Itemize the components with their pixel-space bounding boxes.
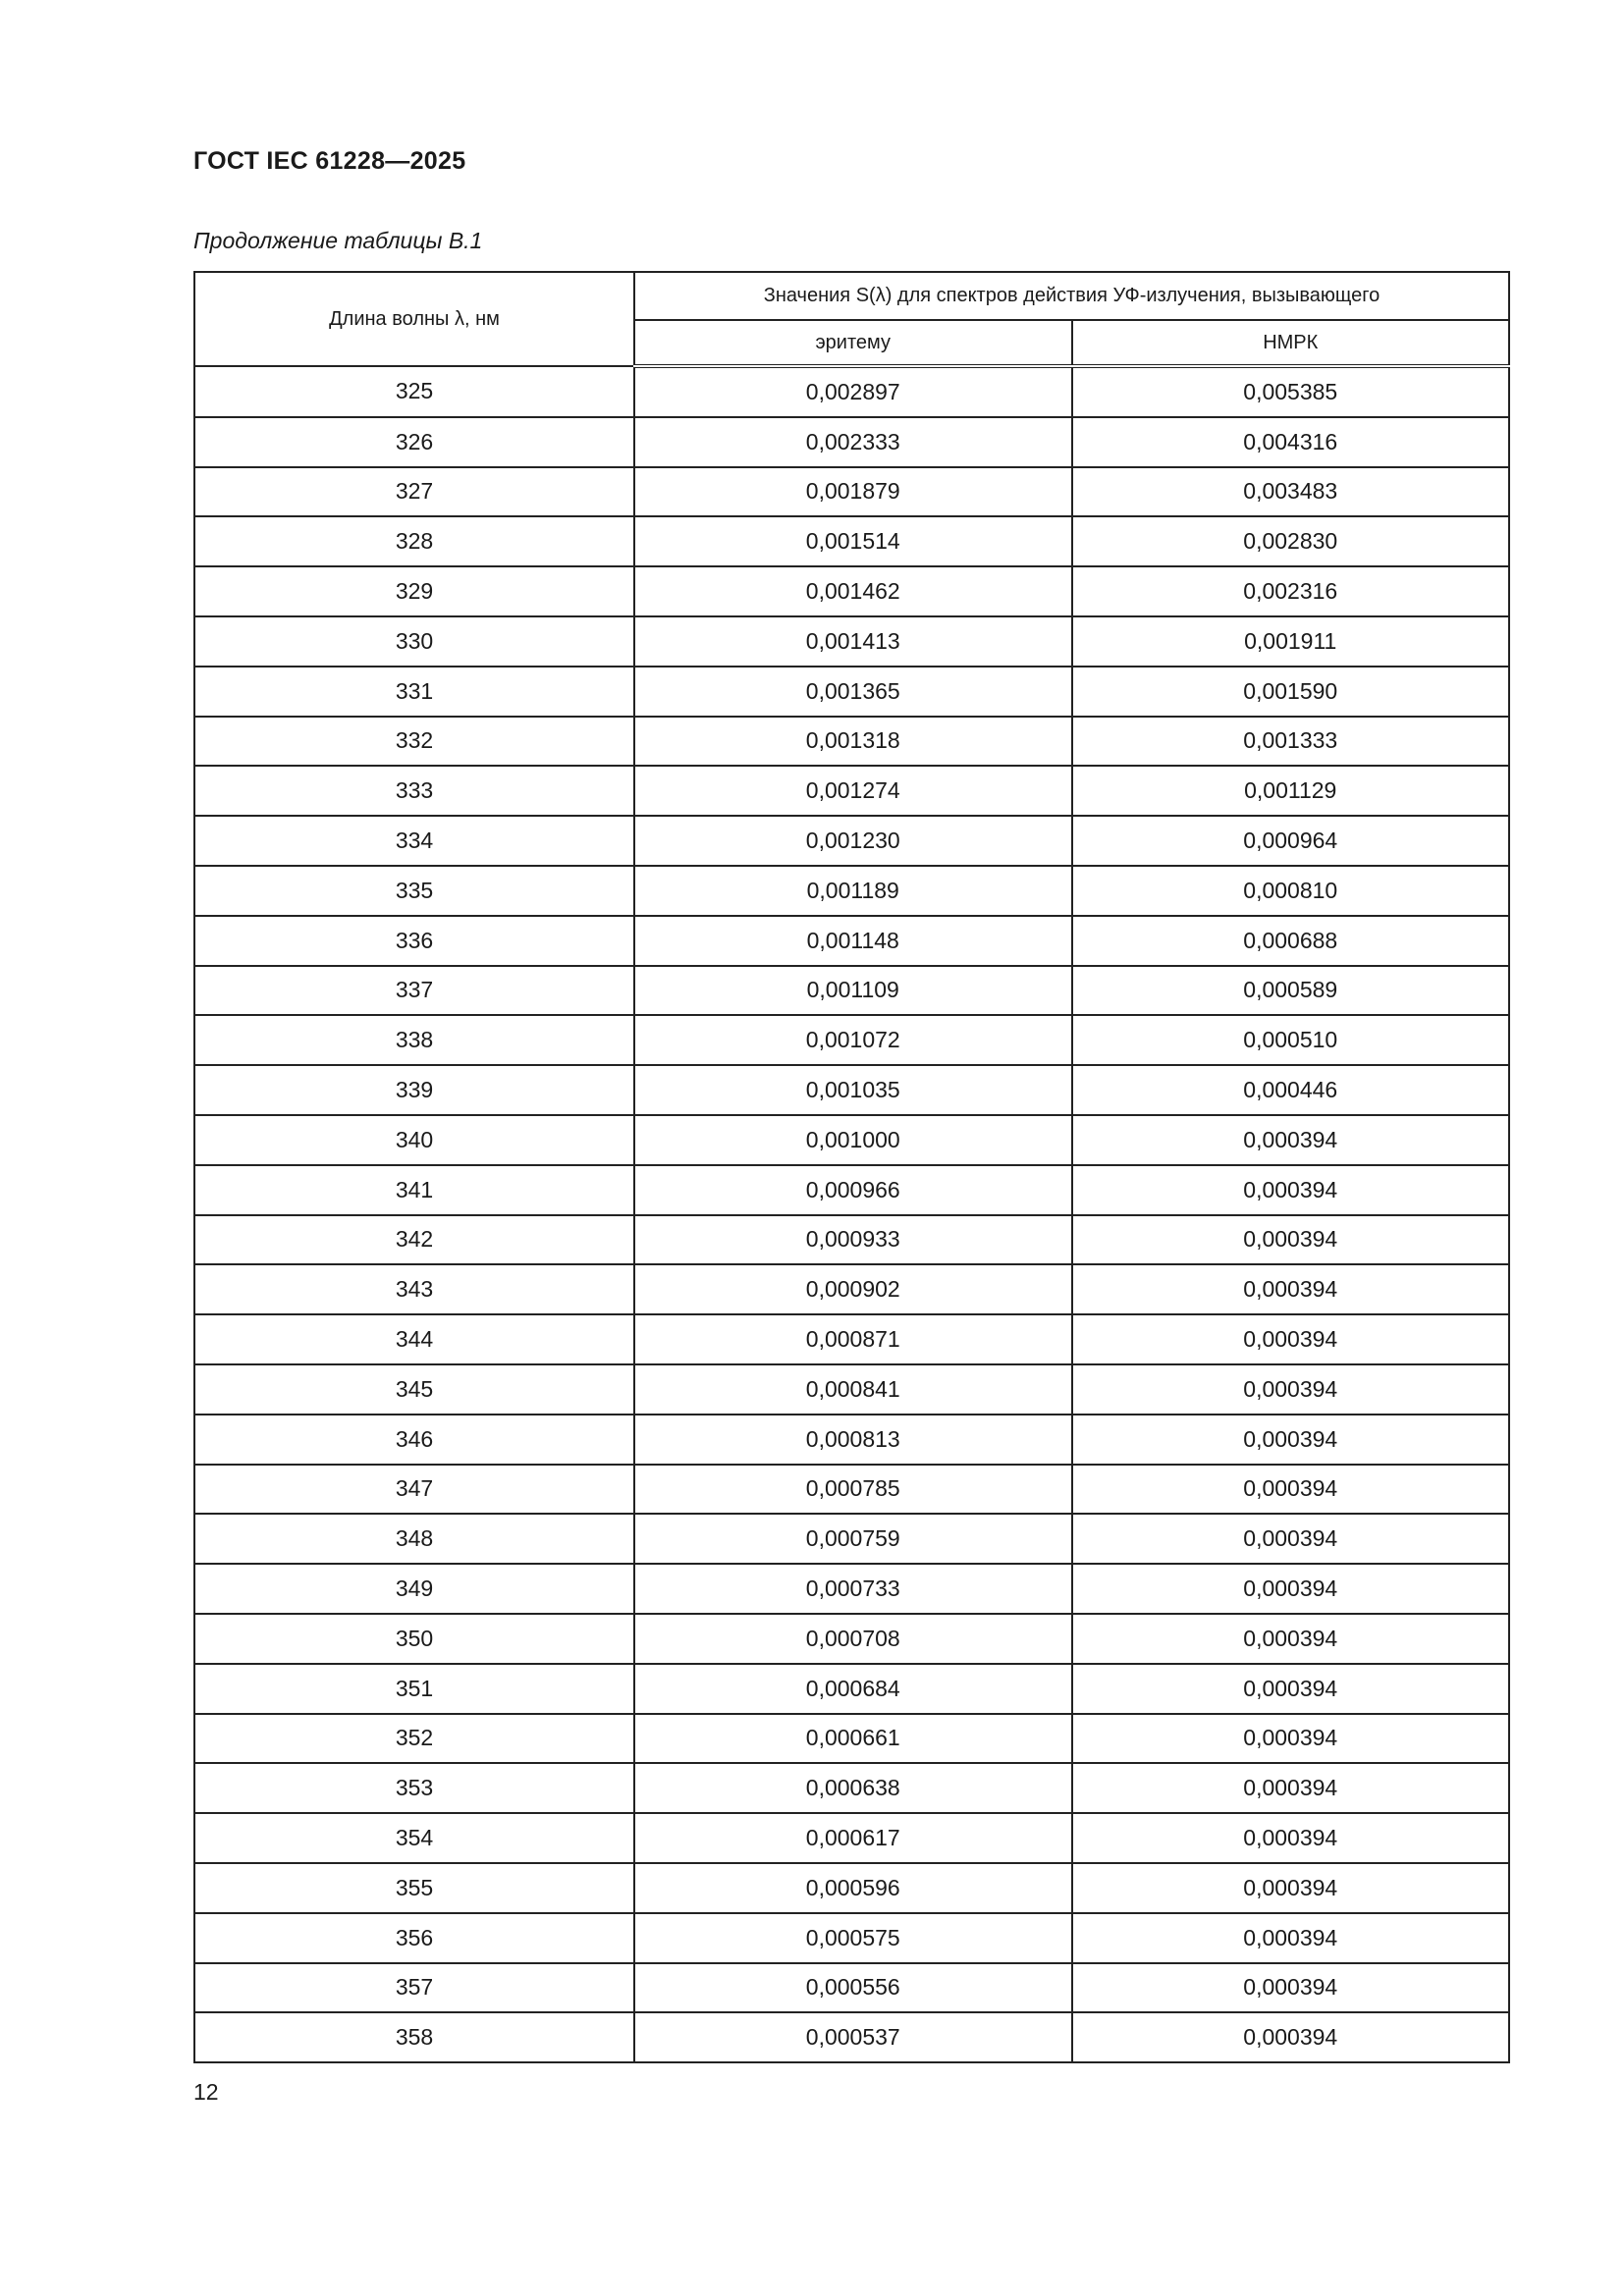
table-row	[194, 1415, 1509, 1465]
cell-nmrk: 0,000394	[1072, 1364, 1510, 1415]
cell-nmrk: 0,000688	[1072, 916, 1510, 966]
cell-wavelength: 349	[194, 1564, 634, 1614]
cell-erythema: 0,000596	[634, 1863, 1072, 1913]
cell-nmrk: 0,000394	[1072, 1165, 1510, 1215]
cell-nmrk: 0,000394	[1072, 1813, 1510, 1863]
cell-erythema: 0,000966	[634, 1165, 1072, 1215]
table-row	[194, 1314, 1509, 1364]
table-row	[194, 516, 1509, 566]
cell-erythema: 0,000617	[634, 1813, 1072, 1863]
cell-wavelength: 350	[194, 1614, 634, 1664]
cell-erythema: 0,001109	[634, 966, 1072, 1016]
column-header-erythema: эритему	[634, 320, 1072, 366]
cell-erythema: 0,001514	[634, 516, 1072, 566]
cell-nmrk: 0,000394	[1072, 1465, 1510, 1515]
cell-erythema: 0,000537	[634, 2012, 1072, 2062]
cell-erythema: 0,001230	[634, 816, 1072, 866]
table-row	[194, 1763, 1509, 1813]
cell-erythema: 0,000556	[634, 1963, 1072, 2013]
cell-nmrk: 0,000394	[1072, 1664, 1510, 1714]
table-row	[194, 966, 1509, 1016]
cell-nmrk: 0,000394	[1072, 1714, 1510, 1764]
cell-nmrk: 0,000510	[1072, 1015, 1510, 1065]
cell-erythema: 0,000684	[634, 1664, 1072, 1714]
cell-nmrk: 0,003483	[1072, 467, 1510, 517]
cell-wavelength: 351	[194, 1664, 634, 1714]
cell-nmrk: 0,000394	[1072, 1614, 1510, 1664]
cell-wavelength: 325	[194, 366, 634, 417]
cell-erythema: 0,001413	[634, 616, 1072, 667]
cell-wavelength: 326	[194, 417, 634, 467]
cell-wavelength: 352	[194, 1714, 634, 1764]
table-row	[194, 667, 1509, 717]
table-row	[194, 1664, 1509, 1714]
table-body	[194, 366, 1509, 2062]
cell-nmrk: 0,000394	[1072, 1863, 1510, 1913]
spectral-values-table	[193, 271, 1510, 2063]
cell-nmrk: 0,001129	[1072, 766, 1510, 816]
cell-wavelength: 342	[194, 1215, 634, 1265]
cell-wavelength: 356	[194, 1913, 634, 1963]
cell-nmrk: 0,000810	[1072, 866, 1510, 916]
cell-erythema: 0,001035	[634, 1065, 1072, 1115]
cell-nmrk: 0,001333	[1072, 717, 1510, 767]
table-row	[194, 1364, 1509, 1415]
cell-wavelength: 339	[194, 1065, 634, 1115]
cell-wavelength: 329	[194, 566, 634, 616]
cell-erythema: 0,000871	[634, 1314, 1072, 1364]
cell-nmrk: 0,005385	[1072, 366, 1510, 417]
table-row	[194, 1165, 1509, 1215]
table-row	[194, 566, 1509, 616]
page-number: 12	[193, 2079, 219, 2105]
cell-erythema: 0,000638	[634, 1763, 1072, 1813]
table-row	[194, 1564, 1509, 1614]
table-row	[194, 766, 1509, 816]
cell-erythema: 0,002897	[634, 366, 1072, 417]
cell-wavelength: 348	[194, 1514, 634, 1564]
cell-wavelength: 336	[194, 916, 634, 966]
cell-erythema: 0,000902	[634, 1264, 1072, 1314]
cell-nmrk: 0,000964	[1072, 816, 1510, 866]
cell-erythema: 0,001365	[634, 667, 1072, 717]
table-row	[194, 1015, 1509, 1065]
table-row	[194, 1115, 1509, 1165]
cell-erythema: 0,000759	[634, 1514, 1072, 1564]
table-row	[194, 1963, 1509, 2013]
cell-wavelength: 346	[194, 1415, 634, 1465]
cell-wavelength: 338	[194, 1015, 634, 1065]
column-header-nmrk: НМРК	[1072, 320, 1510, 366]
cell-nmrk: 0,000394	[1072, 1314, 1510, 1364]
cell-wavelength: 355	[194, 1863, 634, 1913]
table-row	[194, 916, 1509, 966]
document-header: ГОСТ IEC 61228—2025	[193, 147, 466, 175]
cell-nmrk: 0,000394	[1072, 1564, 1510, 1614]
cell-nmrk: 0,000394	[1072, 1215, 1510, 1265]
table-row	[194, 717, 1509, 767]
cell-wavelength: 337	[194, 966, 634, 1016]
cell-nmrk: 0,002316	[1072, 566, 1510, 616]
cell-erythema: 0,001000	[634, 1115, 1072, 1165]
cell-wavelength: 331	[194, 667, 634, 717]
cell-erythema: 0,000661	[634, 1714, 1072, 1764]
cell-erythema: 0,000733	[634, 1564, 1072, 1614]
cell-wavelength: 341	[194, 1165, 634, 1215]
cell-wavelength: 357	[194, 1963, 634, 2013]
cell-wavelength: 334	[194, 816, 634, 866]
cell-wavelength: 358	[194, 2012, 634, 2062]
table-row	[194, 1215, 1509, 1265]
column-header-group: Значения S(λ) для спектров действия УФ-излучения, вызывающего	[634, 272, 1509, 320]
cell-erythema: 0,001879	[634, 467, 1072, 517]
cell-wavelength: 343	[194, 1264, 634, 1314]
cell-wavelength: 345	[194, 1364, 634, 1415]
cell-nmrk: 0,000394	[1072, 1415, 1510, 1465]
cell-wavelength: 353	[194, 1763, 634, 1813]
cell-nmrk: 0,002830	[1072, 516, 1510, 566]
cell-nmrk: 0,000589	[1072, 966, 1510, 1016]
cell-wavelength: 344	[194, 1314, 634, 1364]
cell-nmrk: 0,000446	[1072, 1065, 1510, 1115]
table-row	[194, 1913, 1509, 1963]
cell-erythema: 0,000575	[634, 1913, 1072, 1963]
table-row	[194, 1465, 1509, 1515]
table-row	[194, 1714, 1509, 1764]
cell-erythema: 0,000933	[634, 1215, 1072, 1265]
cell-wavelength: 340	[194, 1115, 634, 1165]
cell-nmrk: 0,000394	[1072, 1913, 1510, 1963]
cell-nmrk: 0,000394	[1072, 1763, 1510, 1813]
cell-erythema: 0,001462	[634, 566, 1072, 616]
cell-erythema: 0,000841	[634, 1364, 1072, 1415]
table-row	[194, 1065, 1509, 1115]
table-header	[194, 272, 1509, 366]
cell-wavelength: 333	[194, 766, 634, 816]
table-row	[194, 1813, 1509, 1863]
cell-nmrk: 0,004316	[1072, 417, 1510, 467]
cell-erythema: 0,001274	[634, 766, 1072, 816]
cell-erythema: 0,001072	[634, 1015, 1072, 1065]
table-row	[194, 417, 1509, 467]
cell-nmrk: 0,000394	[1072, 1264, 1510, 1314]
table-row	[194, 1264, 1509, 1314]
table-row	[194, 467, 1509, 517]
cell-wavelength: 332	[194, 717, 634, 767]
cell-erythema: 0,000708	[634, 1614, 1072, 1664]
table-row	[194, 1514, 1509, 1564]
cell-nmrk: 0,001590	[1072, 667, 1510, 717]
table-row	[194, 366, 1509, 417]
cell-wavelength: 347	[194, 1465, 634, 1515]
cell-erythema: 0,002333	[634, 417, 1072, 467]
cell-wavelength: 330	[194, 616, 634, 667]
table-row	[194, 866, 1509, 916]
cell-nmrk: 0,001911	[1072, 616, 1510, 667]
column-header-wavelength: Длина волны λ, нм	[194, 272, 634, 366]
cell-erythema: 0,000785	[634, 1465, 1072, 1515]
cell-wavelength: 328	[194, 516, 634, 566]
cell-wavelength: 354	[194, 1813, 634, 1863]
cell-nmrk: 0,000394	[1072, 1115, 1510, 1165]
table-row	[194, 1863, 1509, 1913]
cell-nmrk: 0,000394	[1072, 1514, 1510, 1564]
table-row	[194, 816, 1509, 866]
cell-erythema: 0,001189	[634, 866, 1072, 916]
cell-erythema: 0,001148	[634, 916, 1072, 966]
cell-erythema: 0,000813	[634, 1415, 1072, 1465]
cell-wavelength: 327	[194, 467, 634, 517]
cell-nmrk: 0,000394	[1072, 2012, 1510, 2062]
table-row	[194, 1614, 1509, 1664]
table-row	[194, 616, 1509, 667]
cell-erythema: 0,001318	[634, 717, 1072, 767]
table-caption: Продолжение таблицы В.1	[193, 228, 483, 253]
cell-wavelength: 335	[194, 866, 634, 916]
cell-nmrk: 0,000394	[1072, 1963, 1510, 2013]
table-row	[194, 2012, 1509, 2062]
